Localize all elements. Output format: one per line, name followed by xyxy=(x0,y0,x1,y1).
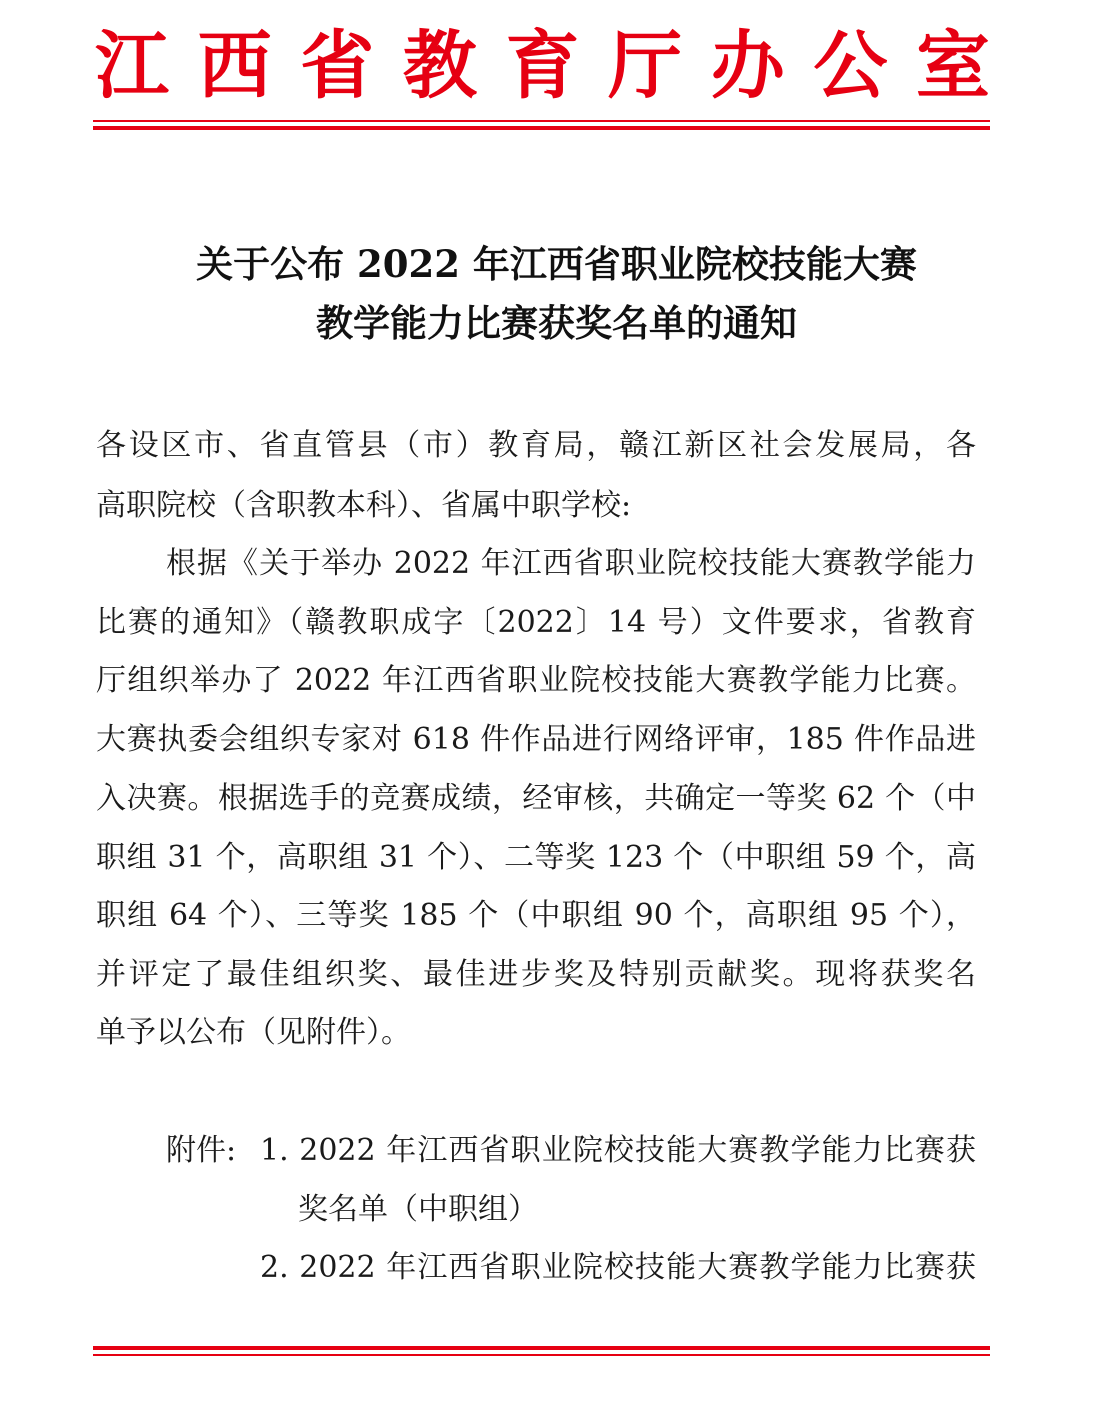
paragraph-line: 厅组织举办了 2022 年江西省职业院校技能大赛教学能力比赛。 xyxy=(96,663,976,698)
footer-rule-thick xyxy=(93,1346,990,1350)
header-rule-thin xyxy=(93,120,990,122)
masthead-char: 教 xyxy=(402,23,477,109)
attachment-item-1-continued: 奖名单（中职组） xyxy=(298,1192,538,1227)
paragraph-line: 职组 31 个，高职组 31 个）、二等奖 123 个（中职组 59 个，高 xyxy=(96,840,976,875)
paragraph-line: 大赛执委会组织专家对 618 件作品进行网络评审，185 件作品进 xyxy=(96,722,976,757)
document-title-line2: 教学能力比赛获奖名单的通知 xyxy=(316,301,797,345)
paragraph-line: 单予以公布（见附件）。 xyxy=(96,1015,411,1050)
paragraph-line: 根据《关于举办 2022 年江西省职业院校技能大赛教学能力 xyxy=(166,546,976,581)
masthead-char: 厅 xyxy=(608,23,683,109)
document-title-line1: 关于公布 2022 年江西省职业院校技能大赛 xyxy=(196,242,917,286)
paragraph-line: 职组 64 个）、三等奖 185 个（中职组 90 个，高职组 95 个）， xyxy=(96,898,976,933)
masthead-char: 育 xyxy=(505,23,580,109)
recipients-line: 高职院校（含职教本科）、省属中职学校: xyxy=(96,488,632,523)
masthead-char: 省 xyxy=(300,23,375,109)
masthead-char: 西 xyxy=(197,23,272,109)
attachment-item-1: 1. 2022 年江西省职业院校技能大赛教学能力比赛获 xyxy=(260,1133,976,1168)
masthead-char: 江 xyxy=(95,23,169,109)
attachments-label: 附件: xyxy=(166,1133,237,1168)
paragraph-line: 比赛的通知》（赣教职成字〔2022〕14 号）文件要求，省教育 xyxy=(96,605,976,640)
masthead-char: 室 xyxy=(916,23,990,109)
masthead-char: 办 xyxy=(710,23,785,109)
header-rule-thick xyxy=(93,126,990,130)
office-masthead xyxy=(95,22,990,110)
attachment-item-2: 2. 2022 年江西省职业院校技能大赛教学能力比赛获 xyxy=(260,1250,976,1285)
footer-rule-thin xyxy=(93,1354,990,1356)
recipients-line: 各设区市、省直管县（市）教育局，赣江新区社会发展局，各 xyxy=(96,428,976,463)
masthead-char: 公 xyxy=(813,23,888,109)
paragraph-line: 入决赛。根据选手的竞赛成绩，经审核，共确定一等奖 62 个（中 xyxy=(96,781,976,816)
paragraph-line: 并评定了最佳组织奖、最佳进步奖及特别贡献奖。现将获奖名 xyxy=(96,957,976,992)
